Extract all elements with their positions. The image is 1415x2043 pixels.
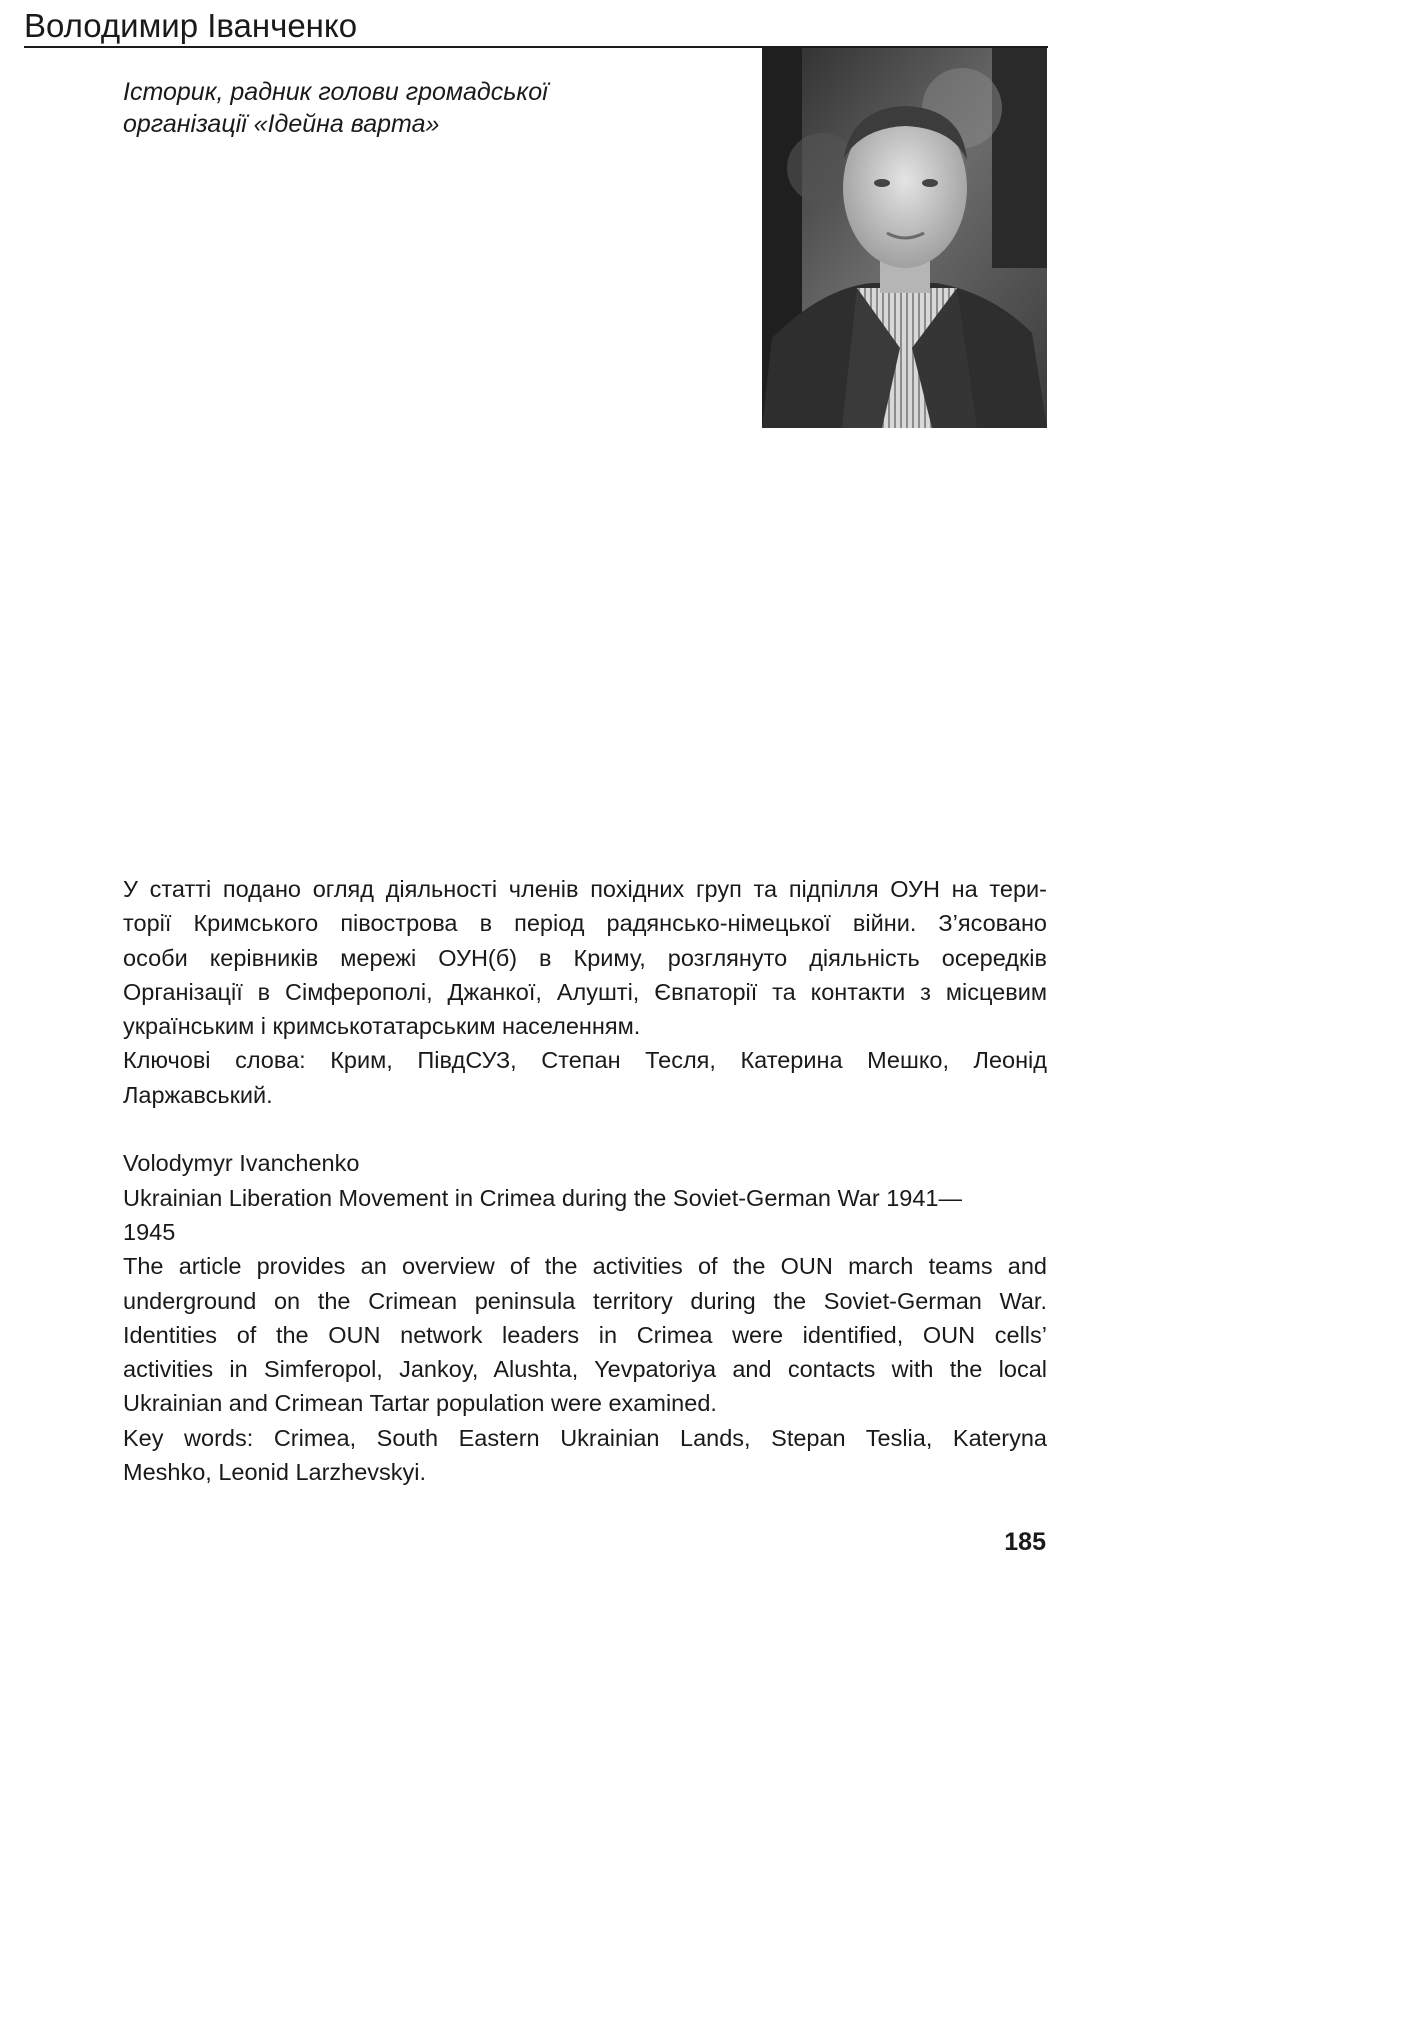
english-title-line: 1945 — [123, 1218, 176, 1245]
keywords-line: Ключові слова: Крим, ПівдСУЗ, Степан Тесля, Катерина Мешко, Леонід — [123, 1047, 1047, 1074]
abstract-line: underground on the Crimean peninsula territory during the Soviet-German War. — [123, 1287, 1047, 1314]
abstract-line: Identities of the OUN network leaders in Crimea were identified, OUN cells’ — [123, 1321, 1047, 1348]
keywords-line: Meshko, Leonid Larzhevskyi. — [123, 1459, 427, 1486]
abstract-line: українським і кримськотатарським населенням. — [123, 1013, 641, 1040]
page-number: 185 — [1004, 1528, 1046, 1556]
abstract-line: activities in Simferopol, Jankoy, Alushta, Yevpatoriya and contacts with the local — [123, 1356, 1047, 1383]
author-portrait-photo — [762, 48, 1047, 428]
keywords-line: Ларжавський. — [123, 1081, 273, 1108]
author-description-line: організації «Ідейна варта» — [123, 110, 440, 138]
abstract-line: торії Кримського півострова в період радянсько-німецької війни. З’ясовано — [123, 910, 1047, 937]
author-name-heading: Володимир Іванченко — [24, 7, 358, 44]
keywords-line: Key words: Crimea, South Eastern Ukrainian Lands, Stepan Teslia, Kateryna — [123, 1424, 1047, 1451]
abstract-ukrainian — [123, 872, 1047, 1489]
abstract-line: У статті подано огляд діяльності членів похідних груп та підпілля ОУН на тери- — [123, 876, 1047, 902]
english-title-line: Ukrainian Liberation Movement in Crimea during the Soviet-German War 1941— — [123, 1184, 962, 1211]
blank-line — [123, 1112, 1047, 1146]
abstract-line: Ukrainian and Crimean Tartar population were examined. — [123, 1390, 717, 1417]
english-author: Volodymyr Ivanchenko — [123, 1150, 360, 1177]
abstract-line: особи керівників мережі ОУН(б) в Криму, розглянуто діяльність осередків — [123, 944, 1047, 971]
author-description — [123, 76, 723, 140]
abstract-line: Організації в Сімферополі, Джанкої, Алушті, Євпаторії та контакти з місцевим — [123, 978, 1047, 1005]
author-description-line: Історик, радник голови громадської — [123, 78, 548, 106]
abstract-line: The article provides an overview of the activities of the OUN march teams and — [123, 1253, 1047, 1280]
